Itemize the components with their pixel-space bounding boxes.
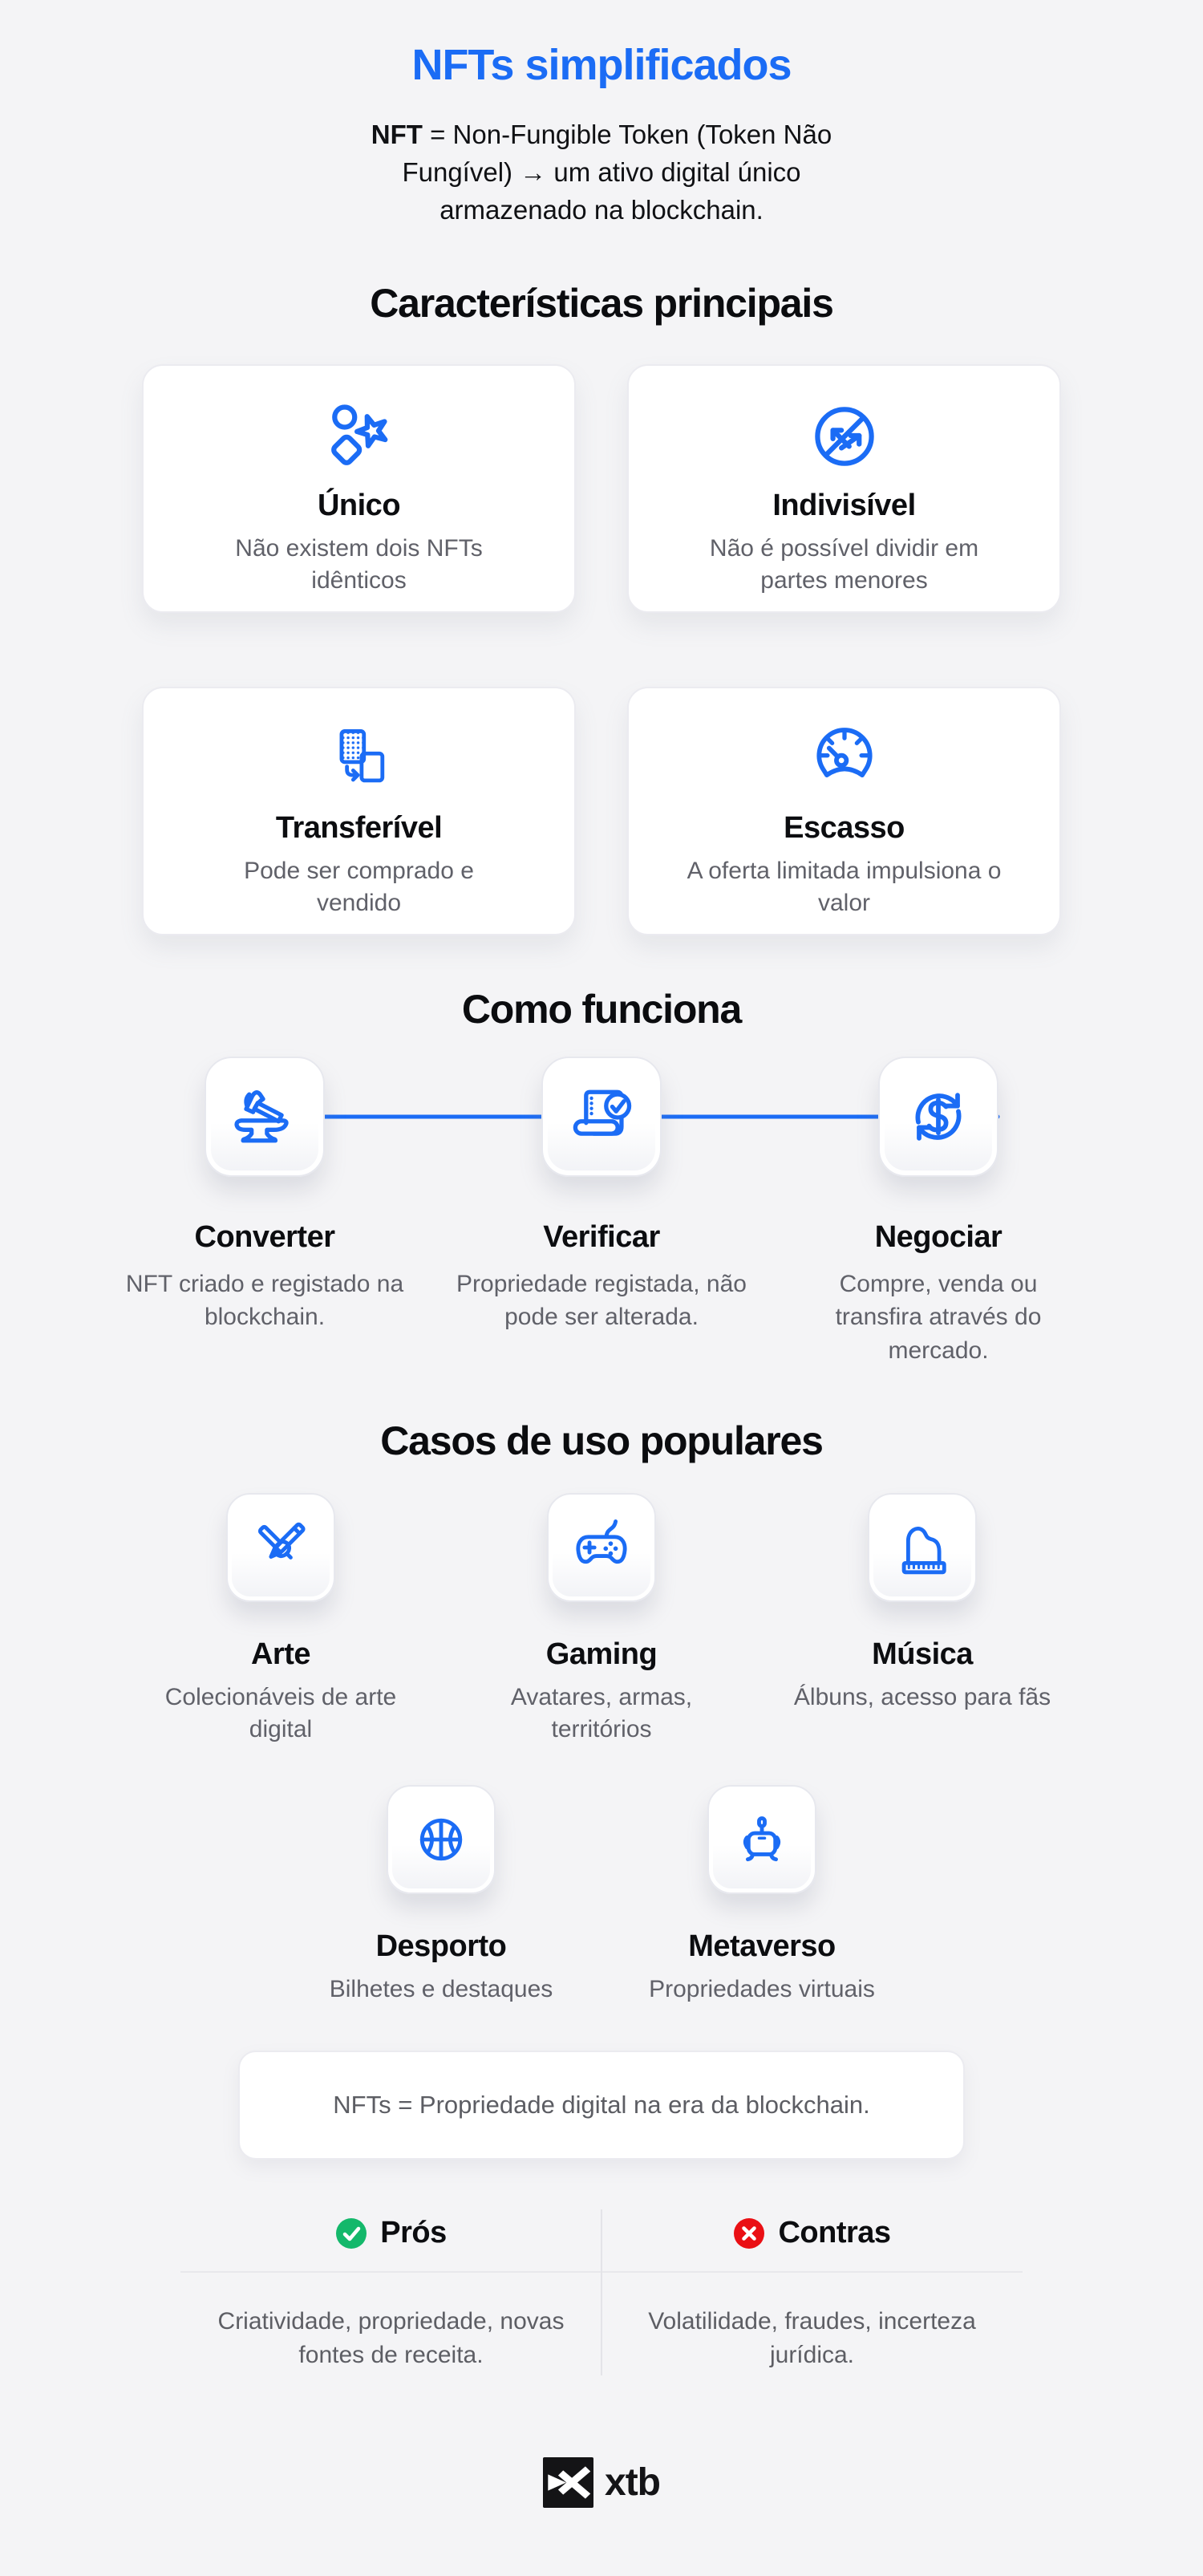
usecase-gaming xyxy=(441,1493,762,1746)
no-split-arrows-icon xyxy=(806,398,883,475)
usecase-tile xyxy=(707,1785,816,1894)
usecase-title: Música xyxy=(872,1637,973,1671)
feature-cards xyxy=(142,364,1061,935)
usecase-title: Arte xyxy=(250,1637,311,1671)
step-tile-converter xyxy=(205,1057,325,1177)
pros-header xyxy=(180,2216,602,2273)
usecase-desc: Propriedades virtuais xyxy=(649,1975,875,2002)
gamepad-icon xyxy=(566,1512,637,1583)
piano-icon xyxy=(887,1512,958,1583)
usecase-row-2 xyxy=(281,1785,922,2006)
feature-card-escasso xyxy=(627,687,1061,935)
pros-column xyxy=(180,2216,602,2372)
feature-title: Escasso xyxy=(784,811,905,846)
step-title: Verificar xyxy=(543,1219,660,1254)
features-heading: Características principais xyxy=(370,280,833,326)
art-pencil-brush-icon xyxy=(245,1512,316,1583)
cons-desc: Volatilidade, fraudes, incerteza jurídica. xyxy=(648,2308,976,2369)
summary-quote: NFTs = Propriedade digital na era da blockchain. xyxy=(238,2051,965,2160)
unique-shapes-icon xyxy=(321,398,398,475)
cons-header xyxy=(602,2216,1023,2273)
usecase-tile xyxy=(226,1493,335,1602)
step-negociar xyxy=(770,1220,1107,1367)
usecase-tile xyxy=(547,1493,656,1602)
xtb-logo xyxy=(543,2457,593,2508)
step-desc: NFT criado e registado na blockchain. xyxy=(125,1270,404,1331)
usecase-musica xyxy=(762,1493,1083,1746)
step-desc: Compre, venda ou transfira através do mercado. xyxy=(835,1270,1042,1364)
pros-cons-table xyxy=(180,2216,1023,2372)
usecases-heading: Casos de uso populares xyxy=(380,1418,823,1464)
usecase-desc: Colecionáveis de arte digital xyxy=(164,1683,397,1743)
usecase-desporto xyxy=(281,1785,602,2006)
usecase-metaverso xyxy=(602,1785,922,2006)
mint-hammer-anvil-icon xyxy=(226,1078,303,1155)
step-title: Negociar xyxy=(874,1219,1003,1254)
feature-title: Indivisível xyxy=(772,489,916,523)
pros-desc: Criatividade, propriedade, novas fontes de receita. xyxy=(217,2308,565,2369)
intro-definition: = Non-Fungible Token (Token Não Fungível) → um ativo digital único armazenado na blockchain. xyxy=(402,120,832,225)
cons-column xyxy=(602,2216,1023,2372)
trade-dollar-cycle-icon xyxy=(900,1078,977,1155)
step-tile-verificar xyxy=(541,1057,662,1177)
verify-scroll-check-icon xyxy=(563,1078,640,1155)
feature-desc: Não existem dois NFTs idênticos xyxy=(235,535,483,594)
feature-title: Transferível xyxy=(275,811,443,846)
usecase-desc: Bilhetes e destaques xyxy=(329,1975,553,2002)
cons-label: Contras xyxy=(778,2216,891,2250)
transfer-squares-icon xyxy=(321,720,398,797)
step-title: Converter xyxy=(194,1219,335,1254)
how-step-labels xyxy=(96,1220,1107,1367)
how-steps-strip xyxy=(0,1055,1203,1178)
feature-card-indivisivel xyxy=(627,364,1061,613)
usecase-arte xyxy=(120,1493,441,1746)
usecase-tile xyxy=(868,1493,977,1602)
usecase-desc: Álbuns, acesso para fãs xyxy=(793,1683,1051,1710)
step-converter xyxy=(96,1220,433,1367)
how-heading: Como funciona xyxy=(461,987,742,1032)
basketball-icon xyxy=(406,1804,476,1875)
vertical-divider xyxy=(601,2209,602,2375)
check-circle-icon xyxy=(335,2217,367,2249)
pros-label: Prós xyxy=(380,2216,447,2250)
brand-name: xtb xyxy=(605,2461,660,2505)
feature-title: Único xyxy=(317,489,401,523)
page-title: NFTs simplificados xyxy=(411,41,792,89)
feature-card-unico xyxy=(142,364,576,613)
feature-card-transferivel xyxy=(142,687,576,935)
usecase-title: Metaverso xyxy=(688,1929,836,1963)
intro-text xyxy=(341,116,862,229)
step-verificar xyxy=(433,1220,770,1367)
feature-desc: Pode ser comprado e vendido xyxy=(244,858,474,917)
vr-headset-icon xyxy=(727,1804,797,1875)
feature-desc: Não é possível dividir em partes menores xyxy=(709,535,979,594)
usecase-title: Desporto xyxy=(375,1929,507,1963)
usecase-row-1 xyxy=(120,1493,1083,1746)
scarcity-gauge-icon xyxy=(806,720,883,797)
footer-brand xyxy=(0,2457,1203,2508)
usecase-title: Gaming xyxy=(545,1637,658,1671)
intro-term: NFT xyxy=(371,120,423,150)
x-circle-icon xyxy=(733,2217,765,2249)
feature-desc: A oferta limitada impulsiona o valor xyxy=(687,858,1002,917)
step-desc: Propriedade registada, não pode ser alterada. xyxy=(456,1270,747,1331)
usecase-tile xyxy=(387,1785,496,1894)
step-tile-negociar xyxy=(878,1057,998,1177)
usecase-desc: Avatares, armas, territórios xyxy=(510,1683,693,1743)
